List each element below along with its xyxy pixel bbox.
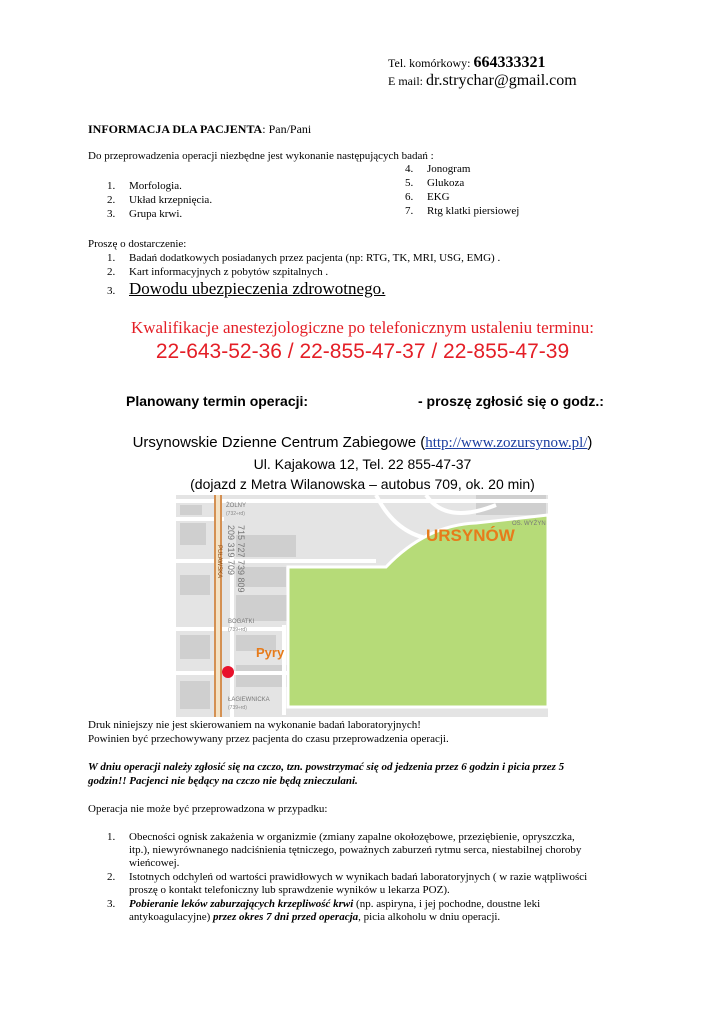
phone-number: 664333321 [473, 54, 546, 71]
location-map [176, 495, 548, 717]
map-label-bogatki-sub: (739÷rd) [228, 627, 247, 633]
list-item: 6. EKG [405, 191, 450, 203]
main-street [214, 495, 222, 717]
list-item: 4. Jonogram [405, 163, 471, 175]
map-label-ursynow: URSYNÓW [426, 526, 515, 545]
deliver-intro: Proszę o dostarczenie: [88, 238, 187, 250]
cannot-intro: Operacja nie może być przeprowadzona w przypadku: [88, 803, 328, 815]
list-item: 3. Dowodu ubezpieczenia zdrowotnego. [107, 279, 386, 298]
list-item: 2. Istotnych odchyleń od wartości prawidłowych w wynikach badań laboratoryjnych ( w razie wątpliwości proszę o kontakt telefoniczny lub sprawdzenie wyników u lekarza POZ). [107, 871, 588, 896]
list-item: 2. Kart informacyjnych z pobytów szpitalnych . [107, 266, 329, 278]
map-label-pyry: Pyry [256, 645, 285, 660]
location-marker [222, 666, 234, 678]
qualification-phones: 22-643-52-36 / 22-855-47-37 / 22-855-47-39 [155, 340, 570, 363]
list-item: 1. Badań dodatkowych posiadanych przez pacjenta (np: RTG, TK, MRI, USG, EMG) . [107, 252, 501, 264]
list-item: 3. Pobieranie leków zaburzających krzepliwość krwi (np. aspiryna, i jej pochodne, doustne leki antykoagulacyjne) przez okres 7 dni przed operacja, picia alkoholu w dniu operacji. [107, 898, 541, 923]
deliver-list [107, 252, 500, 304]
tests-right-list [405, 163, 519, 219]
map-label-lagiewnicka-sub: (739÷rd) [228, 705, 247, 711]
map-label-street: PUŁAWSKA [216, 545, 222, 579]
fasting-line-2: godzin!! Pacjenci nie będący na czczo nie będą znieczulani. [88, 775, 358, 787]
map-label-bus1: 209 319 709 [226, 525, 236, 576]
map-label-bus2: 715 727 739 809 [236, 525, 246, 593]
map-label-bogatki: BOGATKI [228, 619, 255, 625]
list-item: 5. Glukoza [405, 177, 465, 189]
map-label-os-wyzyn: OS. WYŻYN [512, 521, 546, 527]
list-item: 1. Obecności ognisk zakażenia w organizmie (zmiany zapalne okołozębowe, przeziębienie, opryszczka, itp.), niewyrównanego nadciśnienia tętniczego, poważnych zaburzeń rytmu serca, niestabilnej choroby wieńcowej. [107, 831, 582, 869]
phone-line [388, 56, 545, 70]
list-item: 7. Rtg klatki piersiowej [405, 205, 520, 217]
fasting-line-1: W dniu operacji należy zgłosić się na czczo, tzn. powstrzymać się od jedzenia przez 6 godzin i picia przez 5 [88, 761, 565, 773]
title-main: INFORMACJA DLA PACJENTA [88, 122, 263, 136]
planned-date-label: Planowany termin operacji: [126, 393, 309, 409]
note-line-2: Powinien być przechowywany przez pacjenta do czasu przeprowadzenia operacji. [88, 733, 449, 745]
email-line [388, 74, 577, 88]
list-item: 2. Układ krzepnięcia. [107, 194, 213, 206]
list-item: 1. Morfologia. [107, 180, 182, 192]
tests-left-list [107, 180, 212, 222]
planned-time-label: - proszę zgłosić się o godz.: [418, 393, 604, 409]
map-label-zolny: ŻOLNY [226, 503, 247, 509]
phone-label: Tel. komórkowy: [388, 56, 471, 70]
note-line-1: Druk niniejszy nie jest skierowaniem na wykonanie badań laboratoryjnych! [88, 719, 421, 731]
centre-url-link[interactable]: http://www.zozursynow.pl/ [425, 435, 588, 451]
map-label-lagiewnicka: ŁAGIEWNICKA [228, 697, 270, 703]
title-suffix: : Pan/Pani [262, 122, 312, 136]
qualification-text: Kwalifikacje anestezjologiczne po telefonicznym ustaleniu terminu: [130, 318, 595, 337]
conditions-list [107, 831, 667, 924]
centre-address: Ul. Kajakowa 12, Tel. 22 855-47-37 [253, 456, 472, 472]
email-address[interactable]: dr.strychar@gmail.com [426, 72, 577, 89]
email-label: E mail: [388, 74, 423, 88]
page-title [88, 122, 311, 136]
list-item: 3. Grupa krwi. [107, 208, 183, 220]
tests-intro: Do przeprowadzenia operacji niezbędne jest wykonanie następujących badań : [88, 150, 434, 162]
map-label-zolny-sub: (732÷rd) [226, 511, 245, 517]
centre-directions: (dojazd z Metra Wilanowska – autobus 709, ok. 20 min) [190, 476, 535, 492]
centre-name: Ursynowskie Dzienne Centrum Zabiegowe (http://www.zozursynow.pl/) [132, 434, 593, 451]
